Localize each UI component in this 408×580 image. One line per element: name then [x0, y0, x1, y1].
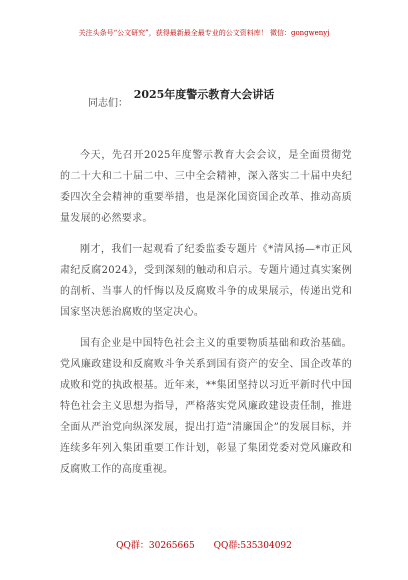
- document-title: 2025年度警示教育大会讲话: [133, 88, 275, 101]
- paragraph-3: 国有企业是中国特色社会主义的重要物质基础和政治基础。党风廉政建设和反腐败斗争关系到国有资产的安全、国企改革的成败和党的执政根基。近年来，**集团坚持以习近平新时代中国特色社会主义思想为指导，严格落实党风廉政建设责任制，推进全面从严治党向纵深发展，提出打造“清廉国企”的发展目标，并连续多年列入集团重要工作计划，彰显了集团党委对党风廉政和反腐败工作的高度重视。: [60, 338, 352, 475]
- footer: [0, 540, 408, 552]
- footer-qq-group-1: QQ群：30265665: [116, 541, 195, 551]
- header-banner: 关注头条号“公文研究”，获得最新最全最专业的公文资料库！ 微信：gongwenyj: [78, 29, 330, 37]
- paragraph-1: 今天，先召开2025年度警示教育大会会议，是全面贯彻党的二十大和二十届二中、三中全会精神，深入落实二十届中央纪委四次全会精神的重要举措，也是深化国资国企改革、推动高质量发展的必然要求。: [60, 150, 352, 224]
- document-body: [60, 145, 352, 490]
- salutation: 同志们：: [88, 98, 128, 109]
- paragraph-2: 刚才，我们一起观看了纪委监委专题片《*清风扬—*市正风肃纪反腐2024》，受到深刻的触动和启示。专题片通过真实案例的剖析、当事人的忏悔以及反腐败斗争的成果展示，传递出党和国家坚决惩治腐败的坚定决心。: [60, 244, 352, 318]
- footer-qq-group-2: QQ群:535304092: [213, 541, 292, 551]
